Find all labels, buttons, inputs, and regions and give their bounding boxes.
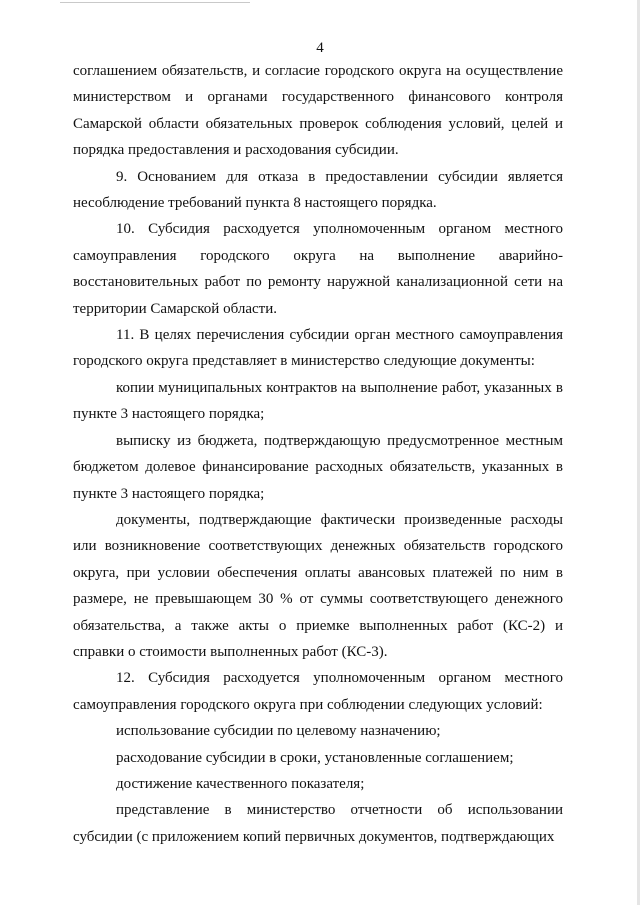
- scan-artifact-line: [60, 2, 250, 3]
- condition-reporting: представление в министерство отчетности об использовании субсидии (с приложением копий первичных документов, подтверждающих: [73, 802, 563, 845]
- paragraph-12: 12. Субсидия расходуется уполномоченным органом местного самоуправления городского округа при соблюдении следующих условий:: [73, 670, 563, 713]
- condition-quality-indicator: достижение качественного показателя;: [116, 775, 365, 792]
- list-item-expense-documents: документы, подтверждающие фактически произведенные расходы или возникновение соответствующих денежных обязательств городского округа, при условии обеспечения оплаты авансовых платежей по ним в размере, не превышающем 30 % от суммы соответствующего денежного обязательства, а также акты о приемке выполненных работ (КС-2) и справки о стоимости выполненных работ (КС-3).: [73, 511, 563, 660]
- document-body: [73, 58, 563, 850]
- paragraph-11: 11. В целях перечисления субсидии орган местного самоуправления городского округа представляет в министерство следующие документы:: [73, 327, 563, 370]
- page-number: 4: [316, 40, 324, 56]
- paragraph-continuation: соглашением обязательств, и согласие городского округа на осуществление министерством и органами государственного финансового контроля Самарской области обязательных проверок соблюдения условий, целей и порядка предоставления и расходования субсидии.: [73, 63, 563, 159]
- list-item-budget-extract: выписку из бюджета, подтверждающую предусмотренное местным бюджетом долевое финансирование расходных обязательств, указанных в пункте 3 настоящего порядка;: [73, 432, 563, 502]
- paragraph-10: 10. Субсидия расходуется уполномоченным органом местного самоуправления городского округа на выполнение аварийно-восстановительных работ по ремонту наружной канализационной сети на территории Самарской области.: [73, 221, 563, 317]
- condition-target-use: использование субсидии по целевому назначению;: [116, 723, 441, 740]
- list-item-contracts: копии муниципальных контрактов на выполнение работ, указанных в пункте 3 настоящего порядка;: [73, 379, 563, 423]
- condition-deadlines: расходование субсидии в сроки, установленные соглашением;: [116, 749, 514, 766]
- paragraph-9: 9. Основанием для отказа в предоставлении субсидии является несоблюдение требований пункта 8 настоящего порядка.: [73, 168, 563, 212]
